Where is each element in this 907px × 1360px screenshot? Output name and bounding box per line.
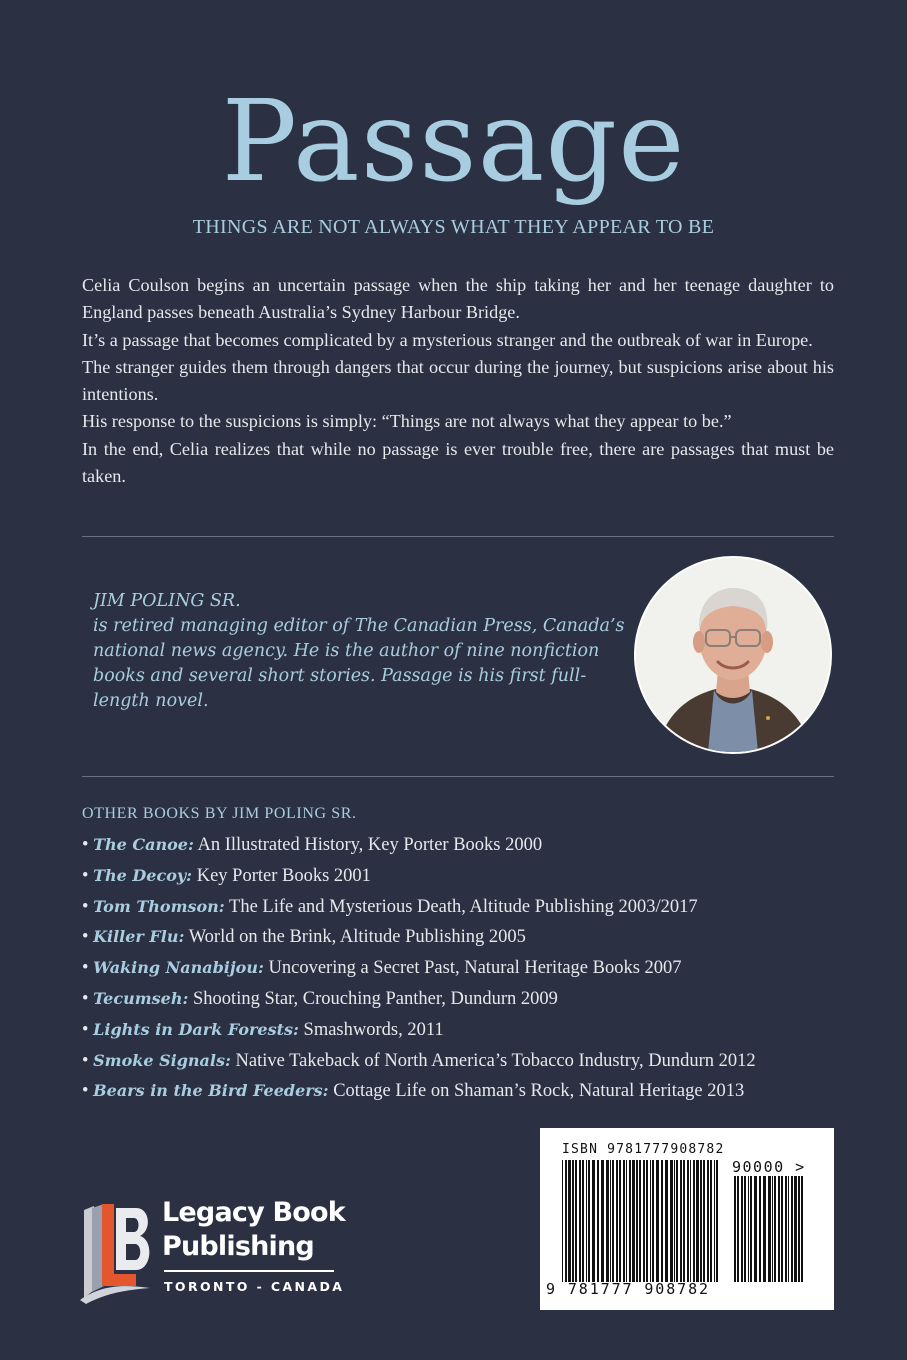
- barcode-bar: [687, 1160, 689, 1282]
- book-detail: Cottage Life on Shaman’s Rock, Natural Heritage 2013: [333, 1081, 745, 1102]
- isbn-barcode: [540, 1128, 834, 1310]
- book-title: Passage: [221, 77, 686, 207]
- barcode-bar: [646, 1160, 648, 1282]
- synopsis-paragraph: Celia Coulson begins an uncertain passage when the ship taking her and her teenage daughter to England passes beneath Australia’s Sydney Harbour Bridge.: [82, 275, 834, 323]
- book-title-item: Killer Flu:: [93, 927, 185, 947]
- section-divider: [82, 776, 834, 777]
- list-item: [82, 1076, 842, 1107]
- barcode-bar: [788, 1176, 789, 1282]
- author-bio-text: is retired managing editor of The Canadian Press, Canada’s national news agency. He is the author of nine nonfiction books and several short stories. Passage is his first full-length novel.: [93, 616, 625, 711]
- list-item: [82, 892, 842, 923]
- book-title-item: Smoke Signals:: [93, 1050, 231, 1070]
- barcode-bar: [650, 1160, 651, 1282]
- synopsis-paragraph: It’s a passage that becomes complicated by a mysterious stranger and the outbreak of war in Europe.: [82, 329, 813, 350]
- barcode-bar: [588, 1160, 590, 1282]
- barcode-bar: [619, 1160, 621, 1282]
- barcode-bar: [683, 1160, 685, 1282]
- publisher-location: TORONTO - CANADA: [164, 1279, 345, 1294]
- barcode-bar: [759, 1176, 761, 1282]
- barcode-bar: [707, 1160, 709, 1282]
- book-detail: Smashwords, 2011: [303, 1019, 444, 1040]
- author-bio: [93, 589, 628, 714]
- bullet: •: [82, 1081, 89, 1102]
- barcode-bar: [737, 1176, 739, 1282]
- other-books-heading: OTHER BOOKS BY JIM POLING SR.: [82, 805, 357, 822]
- book-title-item: Tecumseh:: [93, 988, 189, 1008]
- barcode-bar: [791, 1176, 793, 1282]
- barcode-bar: [661, 1160, 663, 1282]
- barcode-bar: [565, 1160, 567, 1282]
- barcode-bar: [582, 1160, 584, 1282]
- barcode-bar: [772, 1176, 773, 1282]
- barcode-bar: [579, 1160, 581, 1282]
- barcode-bar: [597, 1160, 599, 1282]
- barcode-bar: [623, 1160, 625, 1282]
- barcode-bar: [562, 1160, 563, 1282]
- book-detail: Uncovering a Secret Past, Natural Heritage Books 2007: [268, 958, 682, 979]
- list-item: [82, 984, 842, 1015]
- barcode-bar: [610, 1160, 611, 1282]
- other-books-list: [82, 830, 842, 1107]
- barcode-bar: [750, 1176, 752, 1282]
- barcode-bar: [616, 1160, 618, 1282]
- barcode-bar: [768, 1176, 771, 1282]
- bullet: •: [82, 927, 89, 948]
- author-name: JIM POLING SR.: [93, 591, 241, 611]
- barcode-bar: [693, 1160, 695, 1282]
- book-title-item: Bears in the Bird Feeders:: [93, 1081, 329, 1101]
- barcode-bar: [656, 1160, 659, 1282]
- barcode-bar: [665, 1160, 668, 1282]
- ean-bars: [562, 1160, 722, 1282]
- barcode-bar: [781, 1176, 783, 1282]
- publisher-name-line1: Legacy Book: [162, 1197, 345, 1228]
- list-item: [82, 953, 842, 984]
- barcode-bar: [700, 1160, 702, 1282]
- barcode-bar: [763, 1176, 766, 1282]
- barcode-bar: [586, 1160, 587, 1282]
- publisher-rule: [164, 1270, 334, 1272]
- synopsis-paragraph: His response to the suspicions is simply: “Things are not always what they appear to be.”: [82, 411, 732, 432]
- book-detail: Native Takeback of North America’s Tobacco Industry, Dundurn 2012: [235, 1050, 756, 1071]
- list-item: [82, 1015, 842, 1046]
- synopsis-paragraph: In the end, Celia realizes that while no passage is ever trouble free, there are passages that must be taken.: [82, 438, 834, 487]
- list-item: [82, 922, 842, 953]
- book-title-item: Lights in Dark Forests:: [93, 1019, 299, 1039]
- barcode-bar: [696, 1160, 699, 1282]
- barcode-bar: [794, 1176, 797, 1282]
- barcode-bar: [710, 1160, 712, 1282]
- publisher-name-line2: Publishing: [162, 1231, 314, 1262]
- barcode-bar: [741, 1176, 743, 1282]
- barcode-bar: [690, 1160, 691, 1282]
- book-tagline: THINGS ARE NOT ALWAYS WHAT THEY APPEAR TO BE: [192, 216, 715, 238]
- barcode-bar: [626, 1160, 627, 1282]
- barcode-bar: [592, 1160, 595, 1282]
- barcode-bar: [744, 1176, 746, 1282]
- book-detail: Shooting Star, Crouching Panther, Dundurn 2009: [193, 988, 558, 1009]
- bullet: •: [82, 865, 89, 886]
- barcode-bar: [754, 1176, 757, 1282]
- barcode-bar: [801, 1176, 803, 1282]
- barcode-bar: [748, 1176, 749, 1282]
- barcode-bar: [703, 1160, 705, 1282]
- synopsis: [82, 272, 834, 490]
- bullet: •: [82, 1050, 89, 1071]
- barcode-bar: [714, 1160, 715, 1282]
- barcode-bar: [568, 1160, 571, 1282]
- book-detail: The Life and Mysterious Death, Altitude Publishing 2003/2017: [229, 896, 698, 917]
- section-divider: [82, 536, 834, 537]
- barcode-bar: [676, 1160, 678, 1282]
- bullet: •: [82, 896, 89, 917]
- barcode-bar: [652, 1160, 654, 1282]
- barcode-bar: [716, 1160, 718, 1282]
- publisher-name: [162, 1196, 345, 1264]
- barcode-bar: [785, 1176, 787, 1282]
- bullet: •: [82, 958, 89, 979]
- bullet: •: [82, 1019, 89, 1040]
- book-title-item: The Decoy:: [93, 865, 193, 885]
- barcode-bar: [680, 1160, 682, 1282]
- barcode-bar: [636, 1160, 638, 1282]
- barcode-bar: [572, 1160, 574, 1282]
- bullet: •: [82, 835, 89, 855]
- publisher-logo: [80, 1196, 345, 1306]
- barcode-bar: [643, 1160, 645, 1282]
- barcode-bar: [674, 1160, 675, 1282]
- barcode-bar: [629, 1160, 631, 1282]
- barcode-bar: [778, 1176, 780, 1282]
- isbn-label: ISBN 9781777908782: [562, 1142, 725, 1157]
- ean-digits: 9 781777 908782: [546, 1280, 710, 1298]
- book-title-item: Tom Thomson:: [93, 896, 225, 916]
- barcode-bar: [798, 1176, 800, 1282]
- barcode-bar: [601, 1160, 604, 1282]
- list-item: [82, 1046, 842, 1077]
- list-item: [82, 830, 842, 861]
- book-detail: An Illustrated History, Key Porter Books 2000: [197, 835, 543, 855]
- barcode-bar: [606, 1160, 609, 1282]
- lb-book-logo-icon: [80, 1200, 154, 1304]
- price-code: 90000 >: [732, 1158, 806, 1176]
- barcode-bar: [774, 1176, 776, 1282]
- list-item: [82, 861, 842, 892]
- barcode-bar: [575, 1160, 577, 1282]
- book-title-item: The Canoe:: [93, 835, 194, 854]
- book-detail: Key Porter Books 2001: [196, 865, 371, 886]
- barcode-bar: [639, 1160, 641, 1282]
- bullet: •: [82, 988, 89, 1009]
- barcode-bar: [670, 1160, 673, 1282]
- barcode-bar: [632, 1160, 635, 1282]
- barcode-bar: [734, 1176, 736, 1282]
- addon-bars: [734, 1176, 814, 1282]
- book-detail: World on the Brink, Altitude Publishing 2005: [188, 927, 526, 948]
- author-photo: [634, 556, 832, 754]
- book-title-item: Waking Nanabijou:: [93, 958, 264, 978]
- synopsis-paragraph: The stranger guides them through dangers that occur during the journey, but suspicions arise about his intentions.: [82, 356, 834, 405]
- barcode-bar: [612, 1160, 614, 1282]
